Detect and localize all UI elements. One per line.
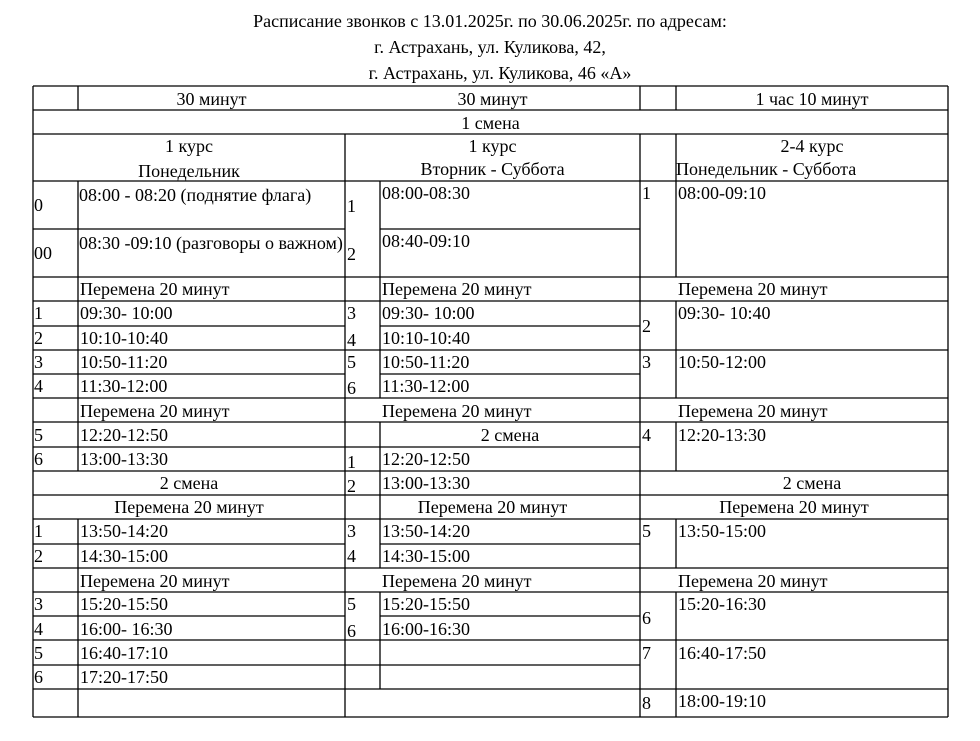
col1-days: Понедельник (138, 161, 240, 181)
col2-lesson-number: 6 (347, 378, 356, 398)
col1-lesson-time: 12:20-12:50 (80, 425, 168, 445)
col2-lesson-time: 10:50-11:20 (382, 352, 470, 372)
col1-lesson-time: 10:50-11:20 (80, 352, 168, 372)
col2-lesson-time: 13:00-13:30 (382, 473, 470, 493)
col1-shift-2: 2 смена (159, 473, 219, 493)
col1-lesson-number: 0 (34, 195, 43, 215)
col3-lesson-time: 09:30- 10:40 (678, 303, 771, 323)
col3-break: Перемена 20 минут (719, 497, 869, 517)
address-line-1: г. Астрахань, ул. Куликова, 42, (374, 37, 606, 57)
col2-lesson-time: 10:10-10:40 (382, 328, 470, 348)
col2-lesson-number: 6 (347, 621, 356, 641)
duration-col2: 30 минут (457, 89, 528, 109)
col3-course: 2-4 курс (780, 136, 844, 156)
col1-lesson-number: 2 (34, 546, 43, 566)
col1-break: Перемена 20 минут (114, 497, 264, 517)
col1-lesson-number: 5 (34, 643, 43, 663)
col2-lesson-time: 13:50-14:20 (382, 521, 470, 541)
col2-lesson-time: 12:20-12:50 (382, 449, 470, 469)
col3-lesson-time: 12:20-13:30 (678, 425, 766, 445)
col3-lesson-time: 13:50-15:00 (678, 521, 766, 541)
col2-break: Перемена 20 минут (382, 401, 532, 421)
schedule-title: Расписание звонков с 13.01.2025г. по 30.06.2025г. по адресам: (253, 11, 727, 31)
col1-lesson-number: 1 (34, 521, 43, 541)
duration-col1: 30 минут (176, 89, 247, 109)
col1-break: Перемена 20 минут (80, 401, 230, 421)
col2-lesson-time: 16:00-16:30 (382, 619, 470, 639)
col1-lesson-time: 17:20-17:50 (80, 667, 168, 687)
col1-lesson-time: 13:00-13:30 (80, 449, 168, 469)
col2-lesson-number: 2 (347, 244, 356, 264)
col1-lesson-number: 5 (34, 425, 43, 445)
col3-break: Перемена 20 минут (678, 279, 828, 299)
col1-lesson-time: 08:00 - 08:20 (поднятие флага) (79, 185, 312, 205)
col3-lesson-time: 15:20-16:30 (678, 594, 766, 614)
col3-lesson-time: 18:00-19:10 (678, 691, 766, 711)
col2-shift-2: 2 смена (480, 425, 540, 445)
col2-lesson-time: 08:40-09:10 (382, 231, 470, 251)
col3-lesson-time: 10:50-12:00 (678, 352, 766, 372)
col1-lesson-number: 2 (34, 328, 43, 348)
col3-lesson-number: 8 (642, 693, 651, 713)
col2-lesson-time: 11:30-12:00 (382, 376, 470, 396)
col2-lesson-number: 4 (347, 330, 356, 350)
col3-break: Перемена 20 минут (678, 571, 828, 591)
col3-lesson-number: 6 (642, 608, 651, 628)
col1-lesson-number: 3 (34, 594, 43, 614)
duration-col3: 1 час 10 минут (755, 89, 869, 109)
col3-lesson-number: 4 (642, 425, 651, 445)
col2-lesson-number: 1 (347, 196, 356, 216)
col2-break: Перемена 20 минут (382, 571, 532, 591)
col3-shift-2: 2 смена (782, 473, 842, 493)
col2-break: Перемена 20 минут (417, 497, 568, 517)
col2-lesson-number: 5 (347, 594, 356, 614)
col1-break: Перемена 20 минут (80, 279, 230, 299)
col1-lesson-time: 13:50-14:20 (80, 521, 168, 541)
col3-lesson-time: 08:00-09:10 (678, 183, 766, 203)
col3-lesson-number: 3 (642, 352, 651, 372)
col3-break: Перемена 20 минут (678, 401, 828, 421)
col2-break: Перемена 20 минут (382, 279, 532, 299)
col3-lesson-time: 16:40-17:50 (678, 643, 766, 663)
col1-lesson-time: 15:20-15:50 (80, 594, 168, 614)
col3-lesson-number: 1 (642, 183, 651, 203)
col2-lesson-number: 2 (347, 476, 356, 496)
address-line-2: г. Астрахань, ул. Куликова, 46 «А» (368, 63, 632, 83)
col1-lesson-time: 09:30- 10:00 (80, 303, 173, 323)
col1-lesson-number: 00 (34, 243, 52, 263)
col1-lesson-time: 10:10-10:40 (80, 328, 168, 348)
col3-lesson-number: 5 (642, 521, 651, 541)
col2-lesson-time: 14:30-15:00 (382, 546, 470, 566)
col1-lesson-number: 4 (34, 619, 43, 639)
col2-lesson-time: 08:00-08:30 (382, 183, 470, 203)
col2-lesson-number: 5 (347, 352, 356, 372)
col1-lesson-time: 11:30-12:00 (80, 376, 168, 396)
col2-lesson-time: 15:20-15:50 (382, 594, 470, 614)
col3-days: Понедельник - Суббота (676, 159, 857, 179)
col1-lesson-number: 1 (34, 303, 43, 323)
col3-lesson-number: 2 (642, 316, 651, 336)
col2-lesson-number: 4 (347, 546, 356, 566)
col1-lesson-number: 4 (34, 376, 43, 396)
col1-lesson-time: 08:30 -09:10 (разговоры о важном) (79, 233, 343, 253)
col1-lesson-number: 6 (34, 449, 43, 469)
col1-lesson-number: 3 (34, 352, 43, 372)
col2-lesson-time: 09:30- 10:00 (382, 303, 475, 323)
col2-lesson-number: 1 (347, 452, 356, 472)
col1-lesson-time: 14:30-15:00 (80, 546, 168, 566)
col3-lesson-number: 7 (642, 643, 651, 663)
col2-course: 1 курс (468, 136, 517, 156)
col1-course: 1 курс (165, 136, 213, 156)
col1-lesson-number: 6 (34, 667, 43, 687)
col1-lesson-time: 16:40-17:10 (80, 643, 168, 663)
col1-break: Перемена 20 минут (80, 571, 230, 591)
col2-lesson-number: 3 (347, 521, 356, 541)
col2-lesson-number: 3 (347, 303, 356, 323)
col1-lesson-time: 16:00- 16:30 (80, 619, 173, 639)
shift-1-label: 1 смена (461, 113, 520, 133)
col2-days: Вторник - Суббота (420, 159, 565, 179)
